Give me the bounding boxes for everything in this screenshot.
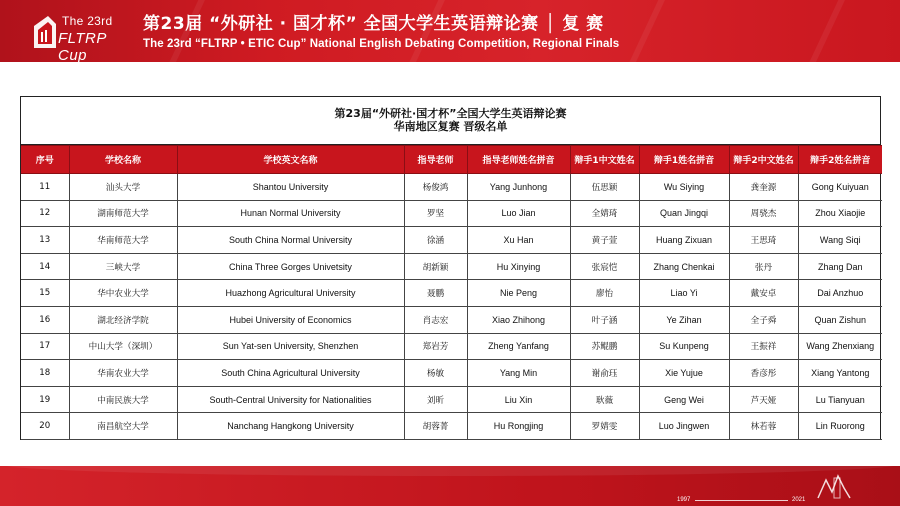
table-title-line2: 华南地区复赛 晋级名单 — [393, 120, 508, 133]
cell-school-en: Shantou University — [177, 174, 404, 201]
cell-coach: 肖志宏 — [404, 306, 467, 333]
cell-index: 17 — [21, 333, 69, 360]
table-row — [21, 280, 882, 307]
logo-text-edition: The 23rd — [62, 14, 113, 28]
cell-debater2-pinyin: Wang Zhenxiang — [798, 333, 882, 360]
header-banner — [0, 0, 900, 62]
cell-debater1-pinyin: Xie Yujue — [639, 360, 729, 387]
cell-index: 16 — [21, 306, 69, 333]
cell-debater2-cn: 龚奎源 — [729, 174, 798, 201]
cell-school-cn: 中山大学（深圳） — [69, 333, 177, 360]
cell-coach-pinyin: Liu Xin — [467, 386, 570, 413]
cell-index: 11 — [21, 174, 69, 201]
cell-debater2-pinyin: Zhou Xiaojie — [798, 200, 882, 227]
cell-debater1-pinyin: Geng Wei — [639, 386, 729, 413]
cell-debater1-pinyin: Ye Zihan — [639, 306, 729, 333]
cell-coach-pinyin: Hu Rongjing — [467, 413, 570, 440]
column-header-school-en: 学校英文名称 — [177, 146, 404, 174]
table-row — [21, 253, 882, 280]
cell-school-en: China Three Gorges Univetsity — [177, 253, 404, 280]
column-header-index: 序号 — [21, 146, 69, 174]
column-header-coach-pinyin: 指导老师姓名拼音 — [467, 146, 570, 174]
footer-year-start: 1997 — [677, 497, 691, 503]
cell-debater1-cn: 罗婧雯 — [570, 413, 639, 440]
cell-debater1-cn: 廖怡 — [570, 280, 639, 307]
table-row — [21, 306, 882, 333]
cell-coach-pinyin: Yang Min — [467, 360, 570, 387]
cell-debater2-cn: 芦天娅 — [729, 386, 798, 413]
cell-index: 12 — [21, 200, 69, 227]
cell-debater1-cn: 谢俞珏 — [570, 360, 639, 387]
cell-debater1-cn: 叶子涵 — [570, 306, 639, 333]
cell-coach-pinyin: Yang Junhong — [467, 174, 570, 201]
cell-index: 19 — [21, 386, 69, 413]
cell-coach: 杨敏 — [404, 360, 467, 387]
cell-coach-pinyin: Hu Xinying — [467, 253, 570, 280]
cell-coach: 胡新颖 — [404, 253, 467, 280]
fltrp-cup-logo — [28, 8, 136, 62]
cell-index: 13 — [21, 227, 69, 254]
table-row — [21, 200, 882, 227]
cell-debater2-pinyin: Gong Kuiyuan — [798, 174, 882, 201]
footer-trophy-icon — [814, 470, 854, 502]
cell-index: 20 — [21, 413, 69, 440]
cell-school-en: South China Normal University — [177, 227, 404, 254]
cell-school-cn: 三峡大学 — [69, 253, 177, 280]
cell-debater1-cn: 黄子萱 — [570, 227, 639, 254]
cell-coach-pinyin: Xu Han — [467, 227, 570, 254]
cell-debater2-cn: 王振祥 — [729, 333, 798, 360]
cell-coach: 杨俊鸿 — [404, 174, 467, 201]
cell-school-cn: 华南农业大学 — [69, 360, 177, 387]
cell-debater1-pinyin: Huang Zixuan — [639, 227, 729, 254]
cell-debater2-cn: 王思琦 — [729, 227, 798, 254]
cell-debater2-cn: 张丹 — [729, 253, 798, 280]
cell-debater2-pinyin: Xiang Yantong — [798, 360, 882, 387]
cell-debater1-cn: 伍思颖 — [570, 174, 639, 201]
column-header-school-cn: 学校名称 — [69, 146, 177, 174]
cell-debater2-pinyin: Lu Tianyuan — [798, 386, 882, 413]
cell-debater1-pinyin: Su Kunpeng — [639, 333, 729, 360]
cell-school-cn: 华中农业大学 — [69, 280, 177, 307]
cell-debater2-pinyin: Quan Zishun — [798, 306, 882, 333]
logo-text-cup: FLTRP Cup — [58, 30, 107, 62]
cell-coach-pinyin: Nie Peng — [467, 280, 570, 307]
cell-debater1-pinyin: Quan Jingqi — [639, 200, 729, 227]
cell-school-cn: 汕头大学 — [69, 174, 177, 201]
cell-school-cn: 南昌航空大学 — [69, 413, 177, 440]
cell-debater2-pinyin: Dai Anzhuo — [798, 280, 882, 307]
table-row — [21, 174, 882, 201]
cell-debater1-pinyin: Zhang Chenkai — [639, 253, 729, 280]
advancing-teams-table — [21, 145, 882, 440]
cell-index: 14 — [21, 253, 69, 280]
cell-debater2-cn: 全子舜 — [729, 306, 798, 333]
cell-debater2-pinyin: Lin Ruorong — [798, 413, 882, 440]
cell-coach: 郑岩芳 — [404, 333, 467, 360]
column-header-debater1-pinyin: 辩手1姓名拼音 — [639, 146, 729, 174]
column-header-debater1-cn: 辩手1中文姓名 — [570, 146, 639, 174]
cell-index: 15 — [21, 280, 69, 307]
cell-coach: 聂鹏 — [404, 280, 467, 307]
table-title — [21, 97, 880, 145]
footer-year-end: 2021 — [792, 497, 806, 503]
table-row — [21, 227, 882, 254]
cell-school-en: South China Agricultural University — [177, 360, 404, 387]
cell-coach: 刘昕 — [404, 386, 467, 413]
results-table-panel — [20, 96, 881, 440]
cell-coach: 胡蓉菁 — [404, 413, 467, 440]
cell-debater2-cn: 戴安卓 — [729, 280, 798, 307]
footer-timeline-divider — [695, 500, 788, 501]
cell-debater2-cn: 林若蓉 — [729, 413, 798, 440]
trophy-logo-icon — [30, 12, 60, 52]
column-header-debater2-pinyin: 辩手2姓名拼音 — [798, 146, 882, 174]
cell-debater2-pinyin: Zhang Dan — [798, 253, 882, 280]
page-title-chinese: 第23届 “外研社 · 国才杯” 全国大学生英语辩论赛 │ 复 赛 — [143, 14, 604, 34]
cell-coach-pinyin: Xiao Zhihong — [467, 306, 570, 333]
cell-coach: 徐涵 — [404, 227, 467, 254]
page-title-english: The 23rd “FLTRP • ETIC Cup” National English Debating Competition, Regional Finals — [143, 38, 620, 50]
cell-school-cn: 中南民族大学 — [69, 386, 177, 413]
cell-debater2-cn: 香彦彤 — [729, 360, 798, 387]
cell-school-en: Hunan Normal University — [177, 200, 404, 227]
table-header-row — [21, 146, 882, 174]
cell-school-en: Huazhong Agricultural University — [177, 280, 404, 307]
table-row — [21, 333, 882, 360]
cell-school-cn: 湖北经济学院 — [69, 306, 177, 333]
cell-school-en: Sun Yat-sen University, Shenzhen — [177, 333, 404, 360]
cell-coach-pinyin: Luo Jian — [467, 200, 570, 227]
cell-debater1-pinyin: Liao Yi — [639, 280, 729, 307]
cell-index: 18 — [21, 360, 69, 387]
cell-debater1-cn: 耿薇 — [570, 386, 639, 413]
table-row — [21, 386, 882, 413]
cell-debater1-pinyin: Luo Jingwen — [639, 413, 729, 440]
cell-debater1-pinyin: Wu Siying — [639, 174, 729, 201]
cell-coach: 罗坚 — [404, 200, 467, 227]
cell-school-en: Nanchang Hangkong University — [177, 413, 404, 440]
column-header-debater2-cn: 辩手2中文姓名 — [729, 146, 798, 174]
table-title-line1: 第23届“外研社·国才杯”全国大学生英语辩论赛 — [334, 107, 567, 120]
table-row — [21, 413, 882, 440]
table-row — [21, 360, 882, 387]
cell-debater1-cn: 全婧琦 — [570, 200, 639, 227]
cell-debater2-cn: 周骁杰 — [729, 200, 798, 227]
column-header-coach: 指导老师 — [404, 146, 467, 174]
cell-school-en: Hubei University of Economics — [177, 306, 404, 333]
cell-coach-pinyin: Zheng Yanfang — [467, 333, 570, 360]
cell-school-cn: 华南师范大学 — [69, 227, 177, 254]
cell-school-en: South-Central University for Nationalities — [177, 386, 404, 413]
cell-debater2-pinyin: Wang Siqi — [798, 227, 882, 254]
cell-debater1-cn: 苏鲲鹏 — [570, 333, 639, 360]
cell-debater1-cn: 张宸恺 — [570, 253, 639, 280]
cell-school-cn: 湖南师范大学 — [69, 200, 177, 227]
